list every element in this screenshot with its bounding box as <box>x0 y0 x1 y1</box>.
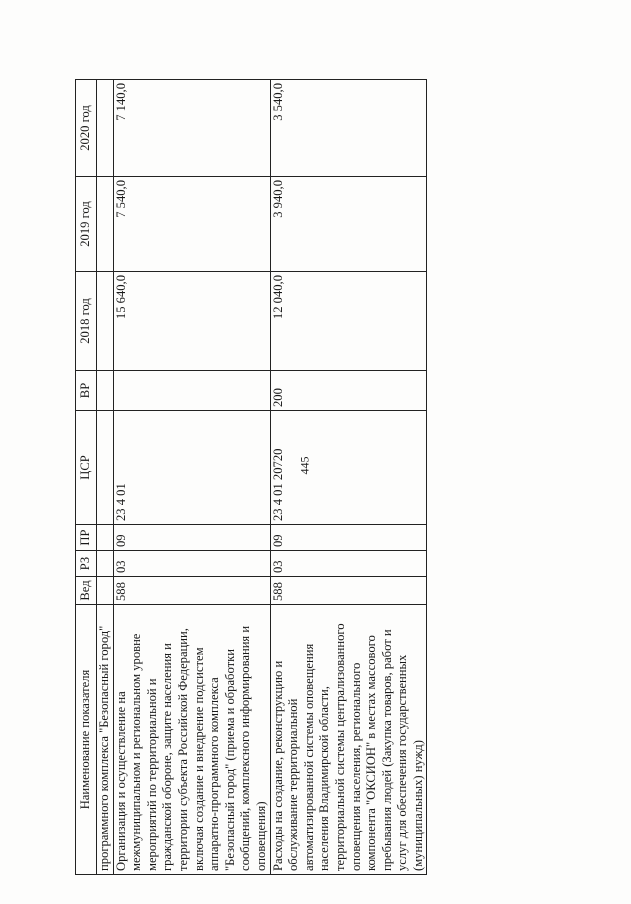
table-row <box>97 80 114 875</box>
row-2020 <box>97 80 114 177</box>
row-name: программного комплекса "Безопасный город" <box>97 605 114 875</box>
table-row <box>270 80 427 875</box>
budget-table <box>75 79 427 875</box>
table-row <box>113 80 270 875</box>
row-ved <box>97 577 114 605</box>
row-2018 <box>97 272 114 371</box>
row-2018: 15 640,0 <box>113 272 270 371</box>
row-rz: 03 <box>113 551 270 577</box>
header-rz: РЗ <box>76 551 97 577</box>
header-name: Наименование показателя <box>76 605 97 875</box>
header-csr: ЦСР <box>76 411 97 525</box>
row-2020: 3 540,0 <box>270 80 427 177</box>
row-name: Расходы на создание, реконструкцию и обслуживание территориальной автоматизированной системы оповещения населения Владимирской области, территориальной системы централизованного оповещения населения, регионального компонента "ОКСИОН" в местах массового пребывания людей (Закупка товаров, работ и услуг для обеспечения государственных (муниципальных) нужд) <box>270 605 427 875</box>
header-ved: Вед <box>76 577 97 605</box>
header-pr: ПР <box>76 525 97 551</box>
page-number: 445 <box>297 456 312 475</box>
row-csr: 23 4 01 <box>113 411 270 525</box>
header-2018: 2018 год <box>76 272 97 371</box>
row-rz: 03 <box>270 551 427 577</box>
row-rz <box>97 551 114 577</box>
row-2019: 7 540,0 <box>113 177 270 272</box>
row-name: Организация и осуществление на межмуниципальном и региональном уровне мероприятий по территориальной и гражданской обороне, защите населения и территории субъекта Российской Федерации, включая создание и внедрение подсистем аппаратно-программного комплекса "Безопасный город" (приема и обработки сообщений, комплексного информирования и оповещения) <box>113 605 270 875</box>
row-ved: 588 <box>113 577 270 605</box>
row-2018: 12 040,0 <box>270 272 427 371</box>
row-csr: 23 4 01 20720 <box>270 411 427 525</box>
row-pr: 09 <box>270 525 427 551</box>
row-vr: 200 <box>270 371 427 411</box>
row-pr: 09 <box>113 525 270 551</box>
header-2019: 2019 год <box>76 177 97 272</box>
row-csr <box>97 411 114 525</box>
header-row <box>76 80 97 875</box>
row-vr <box>113 371 270 411</box>
row-2019 <box>97 177 114 272</box>
row-ved: 588 <box>270 577 427 605</box>
row-vr <box>97 371 114 411</box>
rotated-budget-table <box>75 80 628 875</box>
header-vr: ВР <box>76 371 97 411</box>
row-2019: 3 940,0 <box>270 177 427 272</box>
row-2020: 7 140,0 <box>113 80 270 177</box>
row-pr <box>97 525 114 551</box>
header-2020: 2020 год <box>76 80 97 177</box>
